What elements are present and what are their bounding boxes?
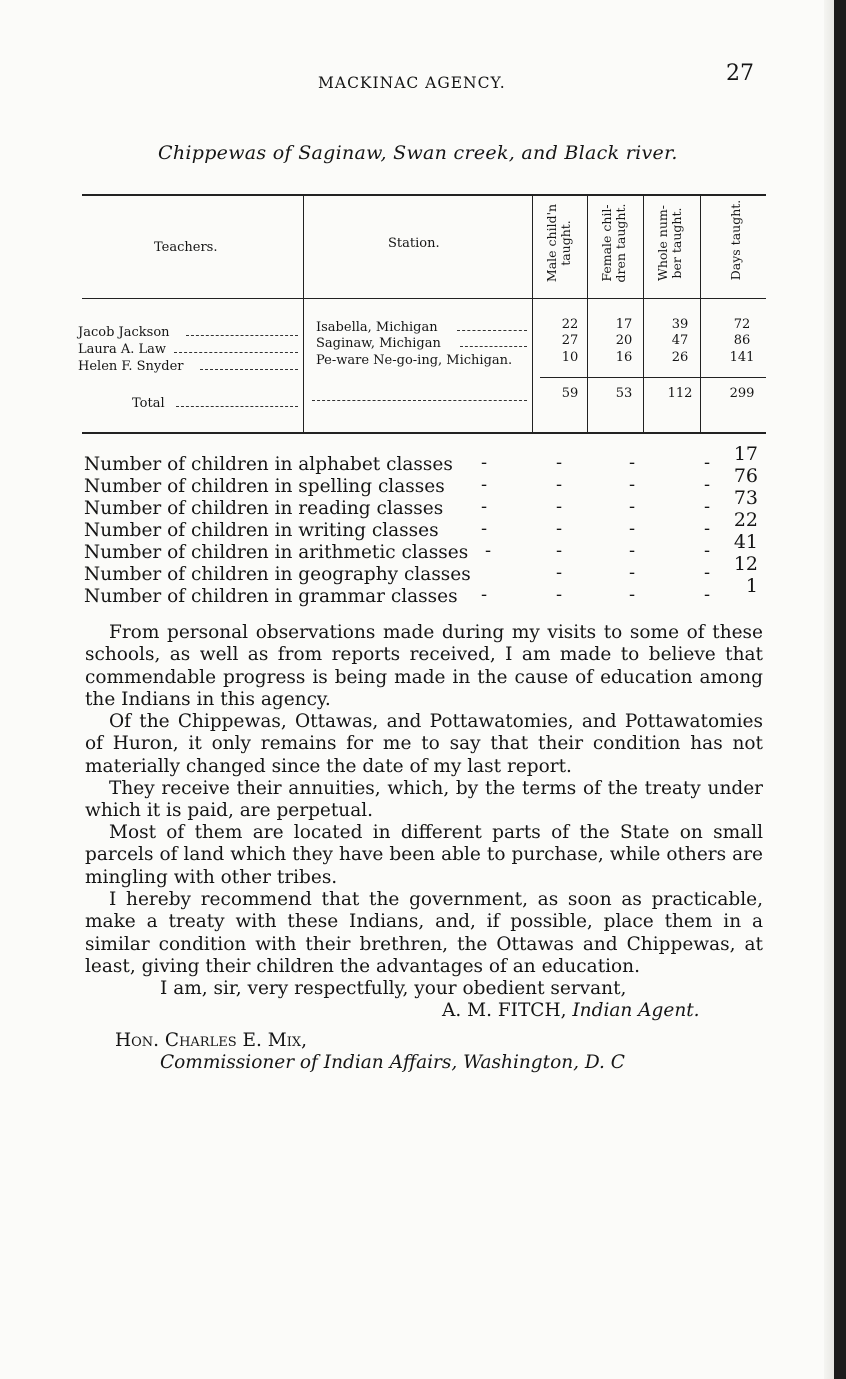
- leader-dots: [312, 400, 527, 401]
- stat-value: 12: [733, 553, 758, 575]
- table-bottom-rule: [82, 432, 766, 434]
- leader-dots: [460, 346, 527, 347]
- dash: -: [629, 474, 636, 495]
- total-rule: [540, 377, 766, 378]
- stat-label: Number of children in arithmetic classes: [84, 542, 469, 563]
- table-header-rule: [82, 298, 766, 299]
- dash: -: [481, 452, 488, 473]
- whole-count: 26: [671, 350, 689, 365]
- teacher-name: Helen F. Snyder: [78, 359, 184, 374]
- body-paragraph: Of the Chippewas, Ottawas, and Pottawatomies, and Pottawatomies of Huron, it only remains for me to say that their condition has not materially changed since the date of my last report.: [85, 711, 763, 777]
- stat-value: 76: [733, 465, 758, 487]
- leader-dots: [174, 352, 298, 353]
- stat-label: Number of children in spelling classes: [84, 476, 445, 497]
- total-female: 53: [615, 386, 633, 401]
- addressee-title: Commissioner of Indian Affairs, Washington, D. C: [160, 1052, 625, 1073]
- dash: -: [704, 496, 711, 517]
- days-count: 72: [733, 317, 751, 332]
- dash: -: [556, 496, 563, 517]
- station-name: Isabella, Michigan: [316, 320, 438, 335]
- dash: -: [629, 518, 636, 539]
- dash: -: [629, 452, 636, 473]
- teacher-name: Jacob Jackson: [78, 325, 170, 340]
- column-header-female: Female chil- dren taught.: [599, 203, 628, 283]
- body-paragraph: Most of them are located in different parts of the State on small parcels of land which they have been able to purchase, while others are mingling with other tribes.: [85, 822, 763, 888]
- dash: -: [485, 540, 492, 561]
- dash: -: [629, 540, 636, 561]
- dash: -: [481, 584, 488, 605]
- column-header-whole: Whole num- ber taught.: [655, 205, 684, 281]
- dash: -: [556, 452, 563, 473]
- stat-label: Number of children in grammar classes: [84, 586, 458, 607]
- dash: -: [629, 562, 636, 583]
- dash: -: [704, 474, 711, 495]
- leader-dots: [457, 330, 527, 331]
- stat-value: 17: [733, 443, 758, 465]
- dash: -: [556, 540, 563, 561]
- female-count: 16: [615, 350, 633, 365]
- dash: -: [556, 562, 563, 583]
- days-count: 86: [733, 333, 751, 348]
- male-count: 22: [561, 317, 579, 332]
- dash: -: [629, 584, 636, 605]
- signature: [442, 1000, 700, 1021]
- dash: -: [481, 496, 488, 517]
- page-number: 27: [726, 61, 754, 86]
- whole-count: 39: [671, 317, 689, 332]
- addressee-name: Hon. Charles E. Mix,: [115, 1030, 307, 1051]
- body-paragraph: I hereby recommend that the government, as soon as practicable, make a treaty with these Indians, and, if possible, place them in a similar condition with their brethren, the Ottawas and Chippewas, at least, giving their children the advantages of an education.: [85, 889, 763, 977]
- station-name: Pe-ware Ne-go-ing, Michigan.: [316, 353, 513, 368]
- table-title: Chippewas of Saginaw, Swan creek, and Black river.: [158, 142, 678, 164]
- running-header: MACKINAC AGENCY.: [318, 74, 506, 92]
- dash: -: [704, 584, 711, 605]
- stat-label: Number of children in geography classes: [84, 564, 471, 585]
- female-count: 17: [615, 317, 633, 332]
- dash: -: [481, 474, 488, 495]
- total-label: Total: [132, 396, 165, 411]
- stat-label: Number of children in reading classes: [84, 498, 444, 519]
- salutation: I am, sir, very respectfully, your obedient servant,: [160, 978, 627, 999]
- leader-dots: [186, 335, 298, 336]
- stat-label: Number of children in alphabet classes: [84, 454, 453, 475]
- days-count: 141: [729, 350, 755, 365]
- dash: -: [556, 584, 563, 605]
- total-whole: 112: [667, 386, 693, 401]
- column-divider: [532, 194, 533, 432]
- column-header-station: Station.: [388, 236, 440, 251]
- male-count: 10: [561, 350, 579, 365]
- stat-label: Number of children in writing classes: [84, 520, 439, 541]
- column-header-male: Male child'n taught.: [544, 203, 573, 283]
- dash: -: [556, 474, 563, 495]
- stat-value: 73: [733, 487, 758, 509]
- dash: -: [556, 518, 563, 539]
- dash: -: [704, 562, 711, 583]
- signature-name: A. M. FITCH,: [442, 1000, 567, 1021]
- stat-value: 41: [733, 531, 758, 553]
- column-header-teachers: Teachers.: [154, 240, 218, 255]
- station-name: Saginaw, Michigan: [316, 336, 441, 351]
- body-paragraph: From personal observations made during my visits to some of these schools, as well as from reports received, I am made to believe that commendable progress is being made in the cause of education among the Indians in this agency.: [85, 622, 763, 710]
- leader-dots: [200, 369, 298, 370]
- stat-value: 22: [733, 509, 758, 531]
- signature-title: Indian Agent.: [572, 1000, 700, 1021]
- column-header-days: Days taught.: [728, 199, 743, 281]
- dash: -: [629, 496, 636, 517]
- leader-dots: [176, 406, 298, 407]
- dash: -: [704, 452, 711, 473]
- dash: -: [704, 540, 711, 561]
- column-divider: [700, 194, 701, 432]
- total-male: 59: [561, 386, 579, 401]
- whole-count: 47: [671, 333, 689, 348]
- stat-value: 1: [745, 575, 758, 597]
- dash: -: [704, 518, 711, 539]
- teacher-name: Laura A. Law: [78, 342, 167, 357]
- total-days: 299: [729, 386, 755, 401]
- female-count: 20: [615, 333, 633, 348]
- male-count: 27: [561, 333, 579, 348]
- dash: -: [481, 518, 488, 539]
- body-paragraph: They receive their annuities, which, by the terms of the treaty under which it is paid, are perpetual.: [85, 778, 763, 822]
- column-divider: [303, 194, 304, 432]
